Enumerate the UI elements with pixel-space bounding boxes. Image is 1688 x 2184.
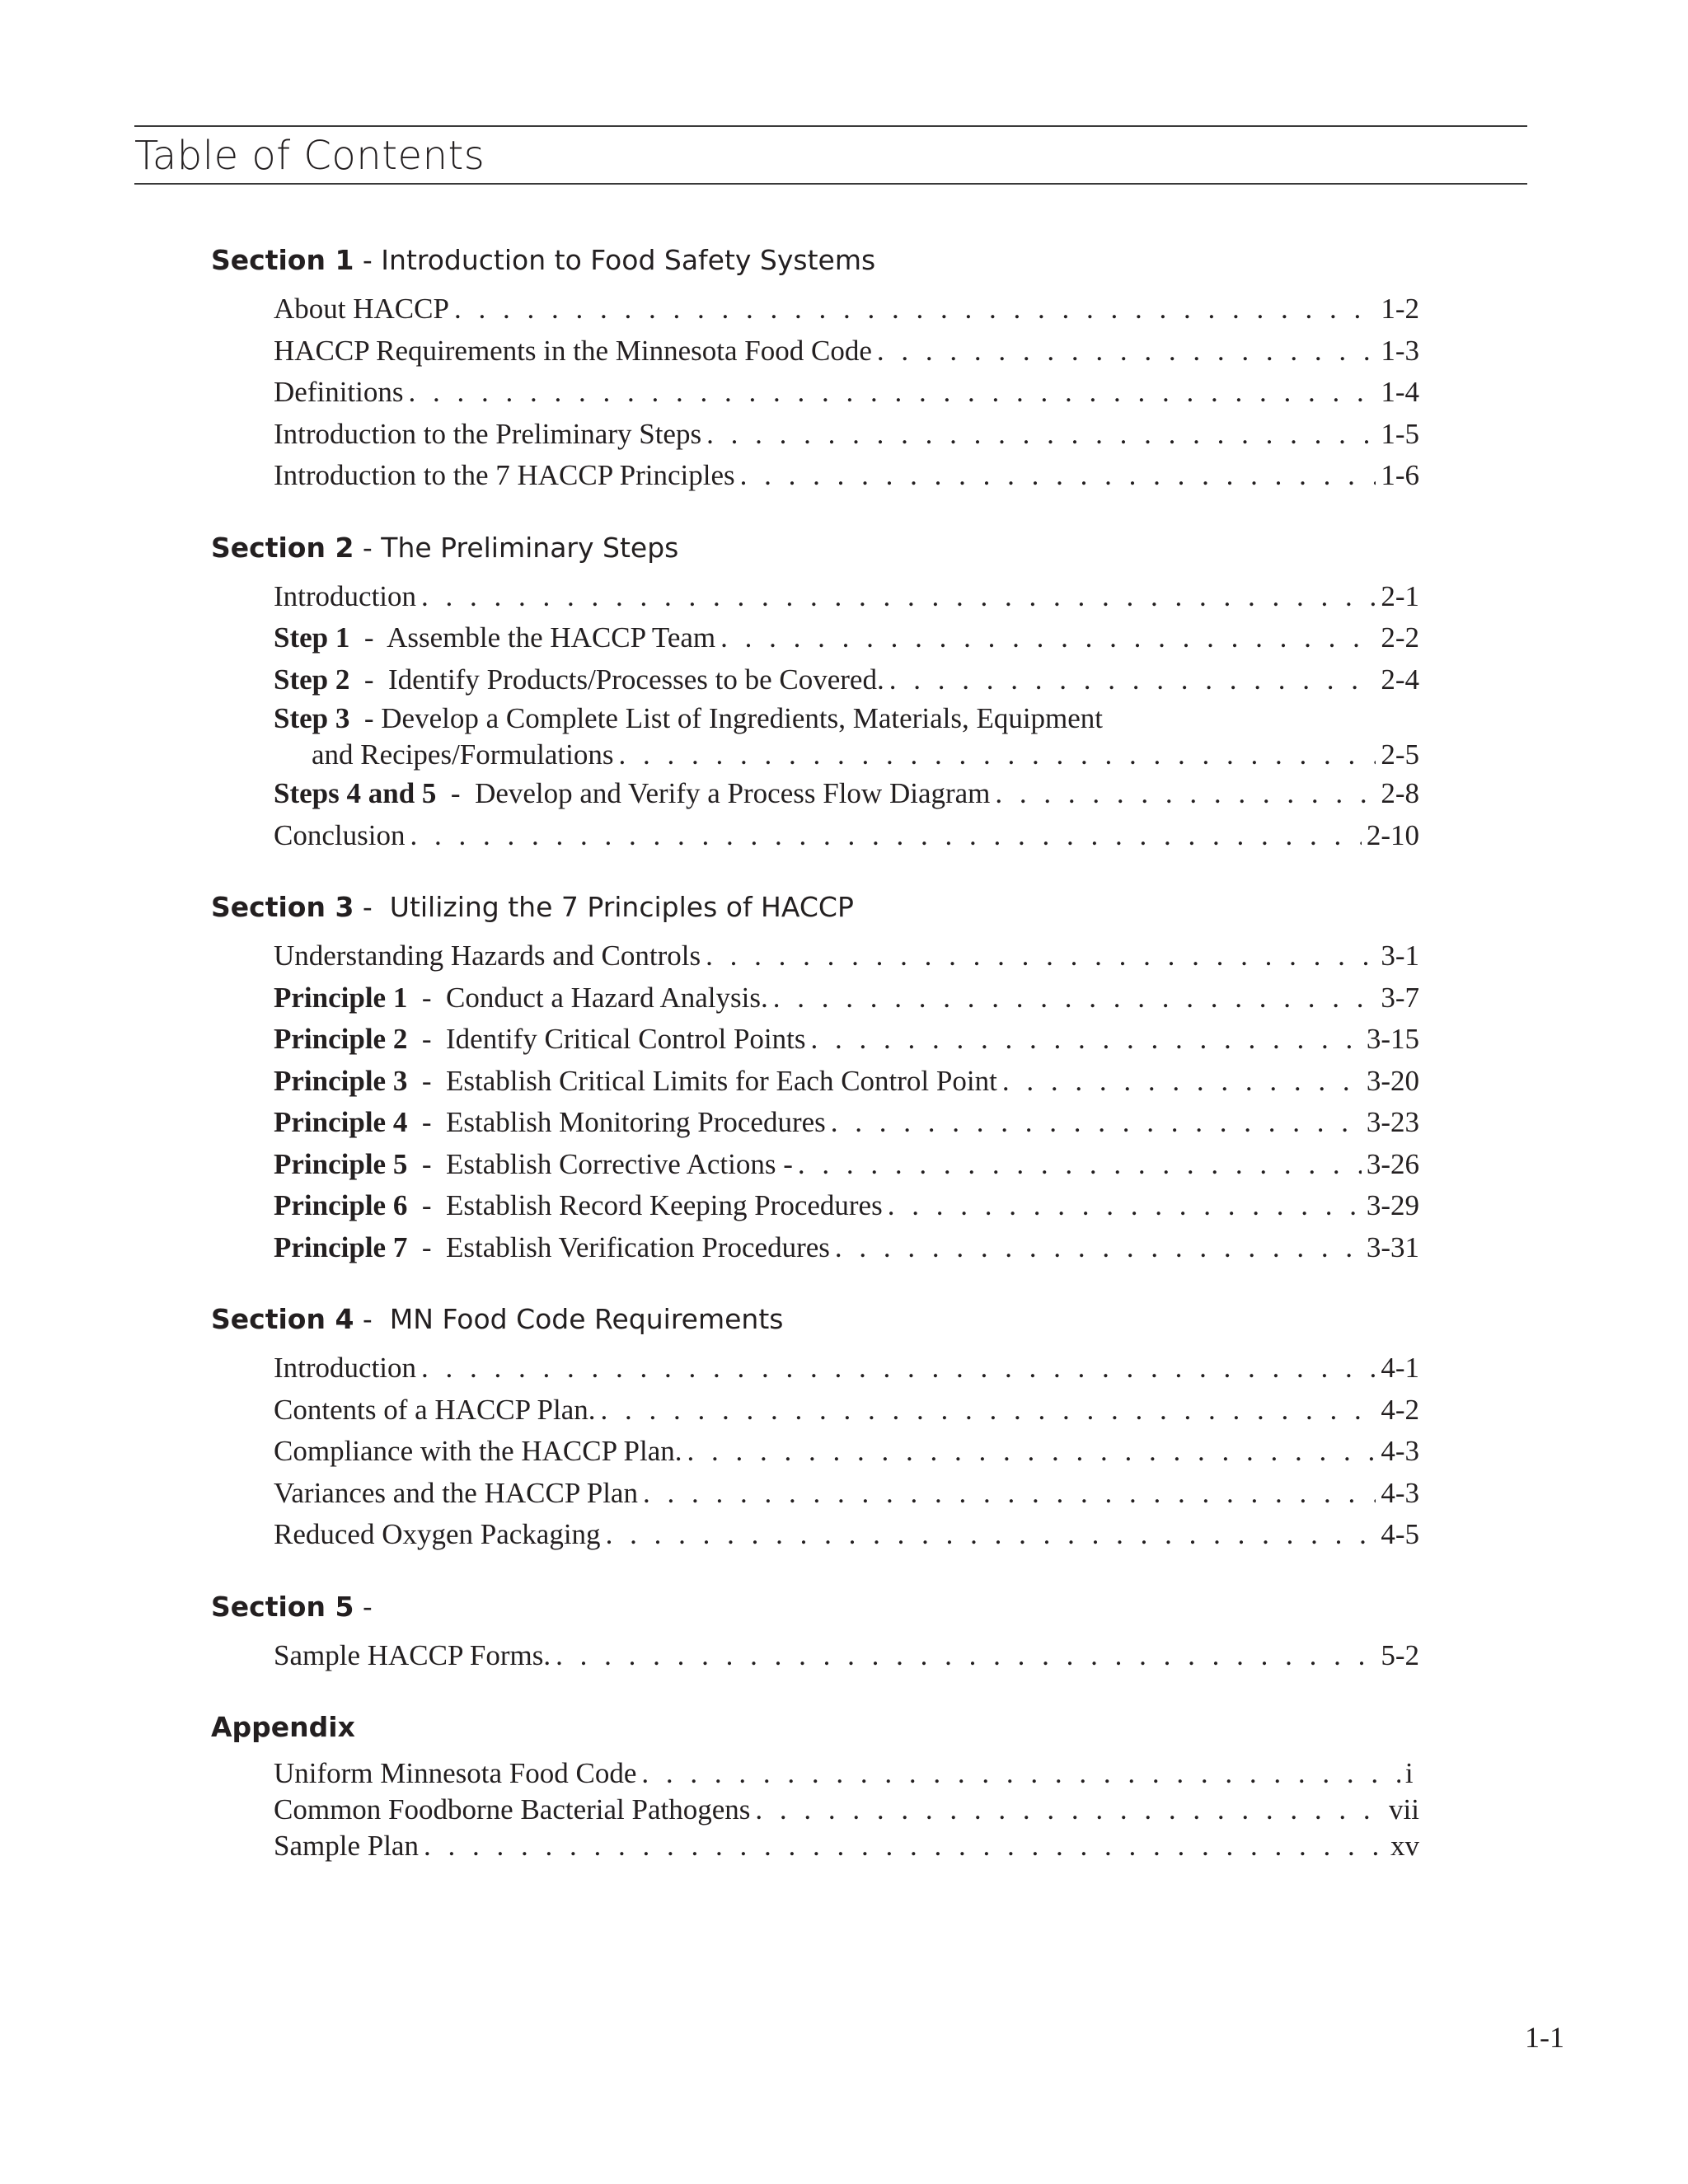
entry-text bbox=[274, 1019, 806, 1061]
entry-label-bold: Step 3 bbox=[274, 702, 350, 734]
entry-label-bold: Principle 3 bbox=[274, 1064, 408, 1097]
toc-entry[interactable] bbox=[274, 1185, 1419, 1227]
entry-title: Sample Plan bbox=[274, 1830, 419, 1862]
entry-page-number: xv bbox=[1390, 1830, 1419, 1862]
entry-text bbox=[274, 1061, 997, 1103]
dot-leader bbox=[831, 1102, 1362, 1144]
entry-title: Reduced Oxygen Packaging bbox=[274, 1518, 601, 1550]
toc-entry[interactable] bbox=[274, 1061, 1419, 1103]
toc-section bbox=[211, 527, 1447, 857]
entry-text bbox=[274, 815, 405, 857]
entry-page-number: 1-3 bbox=[1381, 334, 1419, 367]
dot-leader bbox=[889, 659, 1376, 701]
dot-leader bbox=[835, 1227, 1362, 1269]
dot-leader bbox=[877, 330, 1376, 373]
entry-label-bold: Principle 4 bbox=[274, 1106, 408, 1138]
toc-section bbox=[211, 886, 1447, 1268]
entry-label-bold: Steps 4 and 5 bbox=[274, 777, 437, 809]
toc-entries bbox=[211, 1635, 1447, 1677]
entry-page-number: 3-23 bbox=[1366, 1106, 1419, 1138]
toc-entries bbox=[211, 288, 1447, 497]
entry-page-number: 2-8 bbox=[1381, 777, 1419, 809]
dot-leader bbox=[798, 1144, 1362, 1186]
section-title: - Utilizing the 7 Principles of HACCP bbox=[354, 891, 854, 923]
entry-title: - Establish Monitoring Procedures bbox=[407, 1106, 826, 1138]
toc-entry[interactable] bbox=[274, 815, 1419, 857]
entry-text bbox=[274, 455, 735, 497]
entry-text bbox=[274, 576, 416, 618]
entry-label-bold: Step 2 bbox=[274, 663, 350, 696]
toc-entry[interactable] bbox=[274, 1347, 1419, 1390]
entry-label-bold: Principle 7 bbox=[274, 1230, 408, 1263]
entry-text bbox=[274, 1514, 601, 1556]
toc-entries bbox=[211, 935, 1447, 1268]
toc-entry[interactable] bbox=[274, 1227, 1419, 1269]
entry-continuation-line bbox=[274, 737, 1419, 773]
entry-title: Understanding Hazards and Controls bbox=[274, 940, 701, 972]
entry-text bbox=[274, 330, 872, 373]
dot-leader bbox=[706, 414, 1376, 456]
entry-continuation: and Recipes/Formulations bbox=[312, 738, 614, 771]
entry-page-number: 3-1 bbox=[1381, 940, 1419, 972]
entry-title: Common Foodborne Bacterial Pathogens bbox=[274, 1793, 751, 1825]
section-label: Section 5 bbox=[211, 1590, 354, 1623]
toc-section bbox=[211, 1586, 1447, 1677]
toc-entries bbox=[211, 576, 1447, 857]
section-heading bbox=[211, 1706, 1447, 1749]
entry-label-bold: Principle 6 bbox=[274, 1189, 408, 1221]
entry-title: Uniform Minnesota Food Code bbox=[274, 1757, 637, 1789]
toc-entry[interactable] bbox=[274, 1755, 1419, 1792]
entry-title: HACCP Requirements in the Minnesota Food Code bbox=[274, 334, 872, 367]
toc-entry[interactable] bbox=[274, 330, 1419, 373]
entry-text bbox=[274, 414, 701, 456]
entry-page-number: 3-29 bbox=[1366, 1189, 1419, 1221]
entry-text bbox=[274, 659, 884, 701]
entry-page-number: 1-2 bbox=[1381, 293, 1419, 325]
dot-leader bbox=[740, 455, 1376, 497]
toc-entry[interactable] bbox=[274, 773, 1419, 815]
toc-entry[interactable] bbox=[274, 372, 1419, 414]
entry-text bbox=[274, 288, 449, 330]
dot-leader bbox=[888, 1185, 1362, 1227]
entry-page-number: 4-1 bbox=[1381, 1352, 1419, 1384]
toc-section bbox=[211, 1706, 1447, 1864]
section-heading bbox=[211, 527, 1447, 569]
entry-first-line bbox=[274, 701, 1447, 737]
entry-title: Conclusion bbox=[274, 818, 406, 851]
table-of-contents bbox=[211, 239, 1447, 1894]
toc-entry[interactable] bbox=[274, 659, 1419, 701]
entry-page-number: 4-2 bbox=[1381, 1393, 1419, 1426]
toc-entry[interactable] bbox=[274, 1431, 1419, 1473]
entry-title: - Establish Critical Limits for Each Control Point bbox=[407, 1064, 997, 1097]
entry-text bbox=[274, 1227, 830, 1269]
toc-entry[interactable] bbox=[274, 455, 1419, 497]
toc-entry[interactable] bbox=[274, 1514, 1419, 1556]
toc-entry[interactable] bbox=[274, 617, 1419, 659]
dot-leader bbox=[408, 372, 1376, 414]
toc-entry[interactable] bbox=[274, 288, 1419, 330]
entry-title: Introduction bbox=[274, 579, 417, 612]
entry-text bbox=[274, 1473, 638, 1515]
entry-page-number: 2-4 bbox=[1381, 663, 1419, 696]
section-heading bbox=[211, 1298, 1447, 1341]
toc-entry[interactable] bbox=[274, 414, 1419, 456]
entry-title: - Conduct a Hazard Analysis. bbox=[407, 981, 768, 1014]
entry-title: Variances and the HACCP Plan bbox=[274, 1476, 638, 1509]
entry-text bbox=[274, 1390, 596, 1432]
header-rule-bottom bbox=[134, 183, 1527, 185]
entry-text bbox=[274, 1755, 636, 1792]
entry-title: - Develop a Complete List of Ingredients, Materials, Equipment bbox=[349, 702, 1104, 734]
entry-title: Sample HACCP Forms. bbox=[274, 1638, 551, 1671]
dot-leader bbox=[811, 1019, 1362, 1061]
entry-page-number: 3-31 bbox=[1366, 1230, 1419, 1263]
dot-leader bbox=[706, 935, 1376, 977]
dot-leader bbox=[755, 1792, 1384, 1828]
toc-entry[interactable] bbox=[274, 977, 1419, 1019]
entry-text bbox=[274, 1347, 416, 1390]
toc-section bbox=[211, 239, 1447, 497]
dot-leader bbox=[618, 737, 1376, 773]
section-heading bbox=[211, 1586, 1447, 1629]
entry-text bbox=[274, 1102, 826, 1144]
entry-page-number: 5-2 bbox=[1381, 1638, 1419, 1671]
entry-page-number: 1-6 bbox=[1381, 459, 1419, 491]
page-number: 1-1 bbox=[1525, 2021, 1564, 2054]
entry-page-number: 3-20 bbox=[1366, 1064, 1419, 1097]
dot-leader bbox=[556, 1635, 1376, 1677]
toc-section bbox=[211, 1298, 1447, 1556]
entry-title: - Identify Products/Processes to be Covered. bbox=[349, 663, 884, 696]
entry-title: Introduction to the 7 HACCP Principles bbox=[274, 459, 735, 491]
entry-page-number: 3-15 bbox=[1366, 1023, 1419, 1055]
entry-text bbox=[274, 1828, 419, 1864]
section-label: Section 2 bbox=[211, 531, 354, 564]
entry-page-number: 3-26 bbox=[1366, 1147, 1419, 1180]
entry-label-bold: Step 1 bbox=[274, 621, 350, 654]
entry-page-number: vii bbox=[1389, 1793, 1419, 1825]
toc-entries bbox=[211, 1347, 1447, 1556]
dot-leader bbox=[410, 815, 1361, 857]
entry-page-number: 1-4 bbox=[1381, 376, 1419, 408]
entry-page-number: 1-5 bbox=[1381, 417, 1419, 450]
page-title: Table of Contents bbox=[134, 133, 485, 179]
entry-page-number: 4-3 bbox=[1381, 1435, 1419, 1467]
entry-text bbox=[274, 372, 403, 414]
entry-text bbox=[274, 1185, 883, 1227]
section-label: Section 4 bbox=[211, 1303, 354, 1335]
entry-text bbox=[274, 773, 990, 815]
dot-leader bbox=[773, 977, 1376, 1019]
section-label: Section 3 bbox=[211, 891, 354, 923]
entry-text bbox=[274, 935, 701, 977]
toc-entry[interactable] bbox=[274, 935, 1419, 977]
toc-entry[interactable] bbox=[274, 1144, 1419, 1186]
dot-leader bbox=[606, 1514, 1376, 1556]
dot-leader bbox=[643, 1473, 1376, 1515]
toc-entry[interactable] bbox=[274, 1473, 1419, 1515]
toc-entry[interactable] bbox=[274, 1635, 1419, 1677]
entry-text bbox=[274, 1792, 750, 1828]
dot-leader bbox=[421, 1347, 1376, 1390]
dot-leader bbox=[687, 1431, 1376, 1473]
entry-title: Introduction bbox=[274, 1352, 417, 1384]
dot-leader bbox=[601, 1390, 1376, 1432]
entry-page-number: 2-10 bbox=[1366, 818, 1419, 851]
toc-entry[interactable] bbox=[274, 576, 1419, 618]
entry-label-bold: Principle 1 bbox=[274, 981, 408, 1014]
entry-title: Definitions bbox=[274, 376, 404, 408]
section-title: - MN Food Code Requirements bbox=[354, 1303, 784, 1335]
section-title: - The Preliminary Steps bbox=[354, 531, 679, 564]
entry-title: Introduction to the Preliminary Steps bbox=[274, 417, 702, 450]
section-title: - Introduction to Food Safety Systems bbox=[354, 244, 876, 276]
toc-entry[interactable] bbox=[274, 1019, 1419, 1061]
toc-entry[interactable] bbox=[274, 1102, 1419, 1144]
entry-title: - Assemble the HACCP Team bbox=[349, 621, 716, 654]
dot-leader bbox=[995, 773, 1376, 815]
entry-title: Compliance with the HACCP Plan. bbox=[274, 1435, 682, 1467]
dot-leader bbox=[1002, 1061, 1362, 1103]
dot-leader bbox=[454, 288, 1376, 330]
entry-label-bold: Principle 5 bbox=[274, 1147, 408, 1180]
entry-title: - Establish Corrective Actions - bbox=[407, 1147, 793, 1180]
entry-title: Contents of a HACCP Plan. bbox=[274, 1393, 596, 1426]
entry-page-number: 2-5 bbox=[1381, 738, 1419, 771]
entry-text bbox=[274, 617, 715, 659]
entry-text bbox=[274, 1635, 551, 1677]
entry-page-number: 2-1 bbox=[1381, 579, 1419, 612]
entry-text bbox=[274, 1431, 682, 1473]
entry-title: About HACCP bbox=[274, 293, 449, 325]
toc-entry[interactable] bbox=[274, 701, 1447, 773]
header-rule-top bbox=[134, 125, 1527, 127]
entry-page-number: 2-2 bbox=[1381, 621, 1419, 654]
entry-page-number: i bbox=[1404, 1757, 1414, 1789]
entry-page-number: 4-5 bbox=[1381, 1518, 1419, 1550]
entry-label-bold: Principle 2 bbox=[274, 1023, 408, 1055]
section-heading bbox=[211, 886, 1447, 929]
section-label: Appendix bbox=[211, 1711, 355, 1743]
toc-entry[interactable] bbox=[274, 1390, 1419, 1432]
section-title: - bbox=[354, 1590, 373, 1623]
toc-entries bbox=[211, 1755, 1447, 1864]
entry-title: - Identify Critical Control Points bbox=[407, 1023, 806, 1055]
dot-leader bbox=[424, 1828, 1386, 1864]
toc-entry[interactable] bbox=[274, 1828, 1419, 1864]
entry-text bbox=[274, 1144, 793, 1186]
section-label: Section 1 bbox=[211, 244, 354, 276]
entry-title: - Establish Record Keeping Procedures bbox=[407, 1189, 883, 1221]
dot-leader bbox=[720, 617, 1376, 659]
toc-entry[interactable] bbox=[274, 1792, 1419, 1828]
dot-leader bbox=[641, 1755, 1400, 1792]
entry-page-number: 4-3 bbox=[1381, 1476, 1419, 1509]
entry-page-number: 3-7 bbox=[1381, 981, 1419, 1014]
dot-leader bbox=[421, 576, 1376, 618]
section-heading bbox=[211, 239, 1447, 282]
entry-title: - Establish Verification Procedures bbox=[407, 1230, 830, 1263]
entry-text bbox=[274, 977, 768, 1019]
entry-title: - Develop and Verify a Process Flow Diagram bbox=[436, 777, 991, 809]
